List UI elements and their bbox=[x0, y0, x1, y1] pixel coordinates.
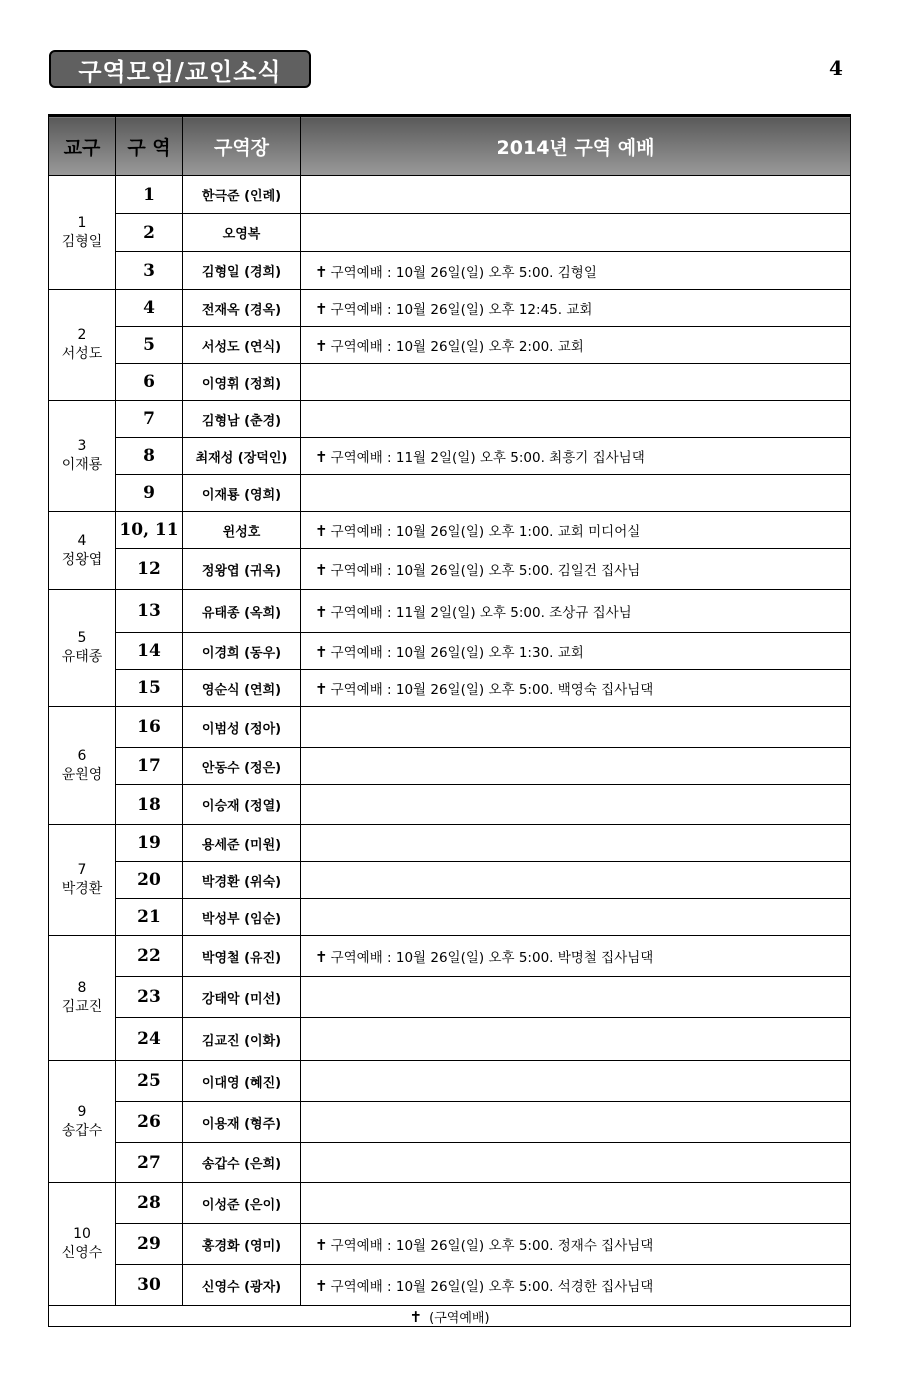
district-leader: 한극준 (인례) bbox=[183, 176, 301, 214]
table-row bbox=[49, 512, 851, 549]
district-leader: 서성도 (연식) bbox=[183, 327, 301, 364]
parish-number: 6 bbox=[77, 747, 87, 764]
parish-cell bbox=[49, 825, 116, 936]
district-leader: 이용재 (형주) bbox=[183, 1102, 301, 1143]
district-number: 2 bbox=[116, 214, 183, 252]
parish-cell bbox=[49, 401, 116, 512]
parish-leader: 신영수 bbox=[61, 1245, 103, 1261]
parish-leader: 김형일 bbox=[61, 233, 103, 250]
table-header-row bbox=[49, 116, 851, 176]
worship-note bbox=[301, 1143, 851, 1183]
worship-note bbox=[301, 401, 851, 438]
parish-number: 2 bbox=[77, 327, 87, 344]
worship-note bbox=[301, 633, 851, 670]
worship-note bbox=[301, 364, 851, 401]
worship-note bbox=[301, 290, 851, 327]
column-header: 2014년 구역 예배 bbox=[301, 116, 851, 176]
district-leader: 정왕엽 (귀옥) bbox=[183, 549, 301, 590]
worship-note bbox=[301, 1102, 851, 1143]
worship-note bbox=[301, 670, 851, 707]
district-leader: 영순식 (연희) bbox=[183, 670, 301, 707]
table-row bbox=[49, 1018, 851, 1061]
table-row bbox=[49, 1224, 851, 1265]
district-number: 26 bbox=[116, 1102, 183, 1143]
cross-icon: ✝ bbox=[315, 1277, 328, 1295]
cross-icon: ✝ bbox=[315, 680, 328, 698]
worship-note-text: 구역예배 : 10월 26일(일) 오후 1:00. 교회 미디어실 bbox=[330, 524, 641, 540]
footer-legend bbox=[49, 1306, 851, 1327]
worship-note bbox=[301, 214, 851, 252]
district-number: 7 bbox=[116, 401, 183, 438]
district-leader: 신영수 (광자) bbox=[183, 1265, 301, 1306]
table-row bbox=[49, 1265, 851, 1306]
worship-note bbox=[301, 936, 851, 977]
table-row bbox=[49, 176, 851, 214]
district-leader: 이성준 (은이) bbox=[183, 1183, 301, 1224]
district-number: 5 bbox=[116, 327, 183, 364]
table-row bbox=[49, 438, 851, 475]
table-row bbox=[49, 252, 851, 290]
district-number: 21 bbox=[116, 899, 183, 936]
district-leader: 박성부 (임순) bbox=[183, 899, 301, 936]
table-row bbox=[49, 214, 851, 252]
cross-icon: ✝ bbox=[315, 603, 328, 621]
parish-leader: 서성도 bbox=[61, 346, 103, 362]
worship-note bbox=[301, 1265, 851, 1306]
district-number: 12 bbox=[116, 549, 183, 590]
district-leader: 송갑수 (은희) bbox=[183, 1143, 301, 1183]
district-leader: 박영철 (유진) bbox=[183, 936, 301, 977]
table-row bbox=[49, 1183, 851, 1224]
district-number: 24 bbox=[116, 1018, 183, 1061]
worship-note bbox=[301, 785, 851, 825]
worship-note bbox=[301, 438, 851, 475]
column-header: 구 역 bbox=[116, 116, 183, 176]
district-number: 13 bbox=[116, 590, 183, 633]
district-number: 30 bbox=[116, 1265, 183, 1306]
district-number: 28 bbox=[116, 1183, 183, 1224]
district-number: 17 bbox=[116, 748, 183, 785]
table-row bbox=[49, 633, 851, 670]
worship-note bbox=[301, 977, 851, 1018]
district-leader: 이영휘 (정희) bbox=[183, 364, 301, 401]
district-number: 4 bbox=[116, 290, 183, 327]
table-row bbox=[49, 1061, 851, 1102]
district-number: 14 bbox=[116, 633, 183, 670]
table-row bbox=[49, 707, 851, 748]
worship-note-text: 구역예배 : 10월 26일(일) 오후 5:00. 김형일 bbox=[330, 264, 597, 281]
cross-icon: ✝ bbox=[315, 561, 328, 579]
column-header: 교구 bbox=[49, 116, 116, 176]
district-number: 15 bbox=[116, 670, 183, 707]
worship-note-text: 구역예배 : 10월 26일(일) 오후 5:00. 백영숙 집사님댁 bbox=[330, 682, 654, 698]
cross-icon: ✝ bbox=[315, 448, 328, 466]
district-number: 16 bbox=[116, 707, 183, 748]
district-number: 25 bbox=[116, 1061, 183, 1102]
worship-note bbox=[301, 1183, 851, 1224]
parish-cell bbox=[49, 936, 116, 1061]
cross-icon: ✝ bbox=[315, 300, 328, 318]
worship-note bbox=[301, 1224, 851, 1265]
worship-note bbox=[301, 748, 851, 785]
table-row bbox=[49, 364, 851, 401]
parish-number: 1 bbox=[77, 214, 87, 231]
footer-label: (구역예배) bbox=[429, 1310, 490, 1326]
parish-number: 4 bbox=[77, 532, 87, 549]
district-leader: 강태악 (미선) bbox=[183, 977, 301, 1018]
district-leader: 김교진 (이화) bbox=[183, 1018, 301, 1061]
table-row bbox=[49, 590, 851, 633]
parish-cell bbox=[49, 590, 116, 707]
district-number: 9 bbox=[116, 475, 183, 512]
worship-note bbox=[301, 707, 851, 748]
district-number: 19 bbox=[116, 825, 183, 862]
worship-note-text: 구역예배 : 10월 26일(일) 오후 5:00. 김일건 집사님 bbox=[330, 563, 641, 579]
parish-cell bbox=[49, 1183, 116, 1306]
table-footer-row bbox=[49, 1306, 851, 1327]
parish-cell bbox=[49, 290, 116, 401]
table-row bbox=[49, 1102, 851, 1143]
worship-note bbox=[301, 862, 851, 899]
worship-note bbox=[301, 825, 851, 862]
worship-note bbox=[301, 899, 851, 936]
cross-icon: ✝ bbox=[409, 1307, 423, 1326]
district-number: 3 bbox=[116, 252, 183, 290]
parish-number: 10 bbox=[73, 1226, 91, 1243]
table-row bbox=[49, 748, 851, 785]
parish-cell bbox=[49, 512, 116, 590]
parish-cell bbox=[49, 707, 116, 825]
worship-note bbox=[301, 327, 851, 364]
table-row bbox=[49, 475, 851, 512]
worship-note bbox=[301, 252, 851, 290]
worship-note bbox=[301, 1061, 851, 1102]
district-leader: 홍경화 (영미) bbox=[183, 1224, 301, 1265]
table-row bbox=[49, 862, 851, 899]
district-leader: 김형남 (춘경) bbox=[183, 401, 301, 438]
district-number: 1 bbox=[116, 176, 183, 214]
worship-note bbox=[301, 512, 851, 549]
district-number: 6 bbox=[116, 364, 183, 401]
parish-cell bbox=[49, 1061, 116, 1183]
cross-icon: ✝ bbox=[315, 337, 328, 355]
district-leader: 이대영 (혜진) bbox=[183, 1061, 301, 1102]
section-title-box bbox=[49, 50, 311, 88]
parish-number: 8 bbox=[77, 980, 87, 997]
worship-note-text: 구역예배 : 11월 2일(일) 오후 5:00. 조상규 집사님 bbox=[330, 605, 632, 621]
cross-icon: ✝ bbox=[315, 262, 328, 281]
district-leader: 김형일 (경희) bbox=[183, 252, 301, 290]
district-number: 29 bbox=[116, 1224, 183, 1265]
district-number: 8 bbox=[116, 438, 183, 475]
district-number: 22 bbox=[116, 936, 183, 977]
worship-note-text: 구역예배 : 10월 26일(일) 오후 2:00. 교회 bbox=[330, 339, 584, 355]
district-leader: 안동수 (정은) bbox=[183, 748, 301, 785]
parish-leader: 김교진 bbox=[61, 999, 103, 1015]
worship-note bbox=[301, 549, 851, 590]
worship-note bbox=[301, 475, 851, 512]
cross-icon: ✝ bbox=[315, 1236, 328, 1254]
table-row bbox=[49, 670, 851, 707]
worship-note bbox=[301, 590, 851, 633]
parish-leader: 윤원영 bbox=[61, 766, 103, 783]
parish-leader: 박경환 bbox=[61, 881, 103, 897]
cross-icon: ✝ bbox=[315, 522, 328, 540]
table-row bbox=[49, 401, 851, 438]
worship-note-text: 구역예배 : 10월 26일(일) 오후 5:00. 박명철 집사님댁 bbox=[330, 950, 654, 966]
worship-note-text: 구역예배 : 10월 26일(일) 오후 5:00. 정재수 집사님댁 bbox=[330, 1238, 654, 1254]
district-number: 20 bbox=[116, 862, 183, 899]
district-number: 27 bbox=[116, 1143, 183, 1183]
parish-leader: 정왕엽 bbox=[61, 551, 103, 568]
district-leader: 최재성 (장덕인) bbox=[183, 438, 301, 475]
district-leader: 이재룡 (영희) bbox=[183, 475, 301, 512]
parish-number: 9 bbox=[77, 1103, 87, 1120]
table-row bbox=[49, 290, 851, 327]
worship-note-text: 구역예배 : 11월 2일(일) 오후 5:00. 최흥기 집사님댁 bbox=[330, 450, 645, 466]
table-row bbox=[49, 785, 851, 825]
cross-icon: ✝ bbox=[315, 643, 328, 661]
worship-note bbox=[301, 176, 851, 214]
table-row bbox=[49, 549, 851, 590]
district-schedule-table bbox=[48, 114, 851, 1327]
district-leader: 용세준 (미원) bbox=[183, 825, 301, 862]
parish-leader: 이재룡 bbox=[61, 457, 103, 473]
district-leader: 유태종 (옥희) bbox=[183, 590, 301, 633]
parish-leader: 송갑수 bbox=[61, 1122, 103, 1139]
district-leader: 이승재 (정열) bbox=[183, 785, 301, 825]
worship-note-text: 구역예배 : 10월 26일(일) 오후 5:00. 석경한 집사님댁 bbox=[330, 1279, 654, 1295]
table-row bbox=[49, 936, 851, 977]
parish-number: 7 bbox=[77, 862, 87, 879]
table-row bbox=[49, 825, 851, 862]
district-leader: 오영복 bbox=[183, 214, 301, 252]
district-number: 23 bbox=[116, 977, 183, 1018]
table-row bbox=[49, 899, 851, 936]
parish-number: 3 bbox=[77, 438, 87, 455]
district-leader: 윈성호 bbox=[183, 512, 301, 549]
district-number: 18 bbox=[116, 785, 183, 825]
worship-note bbox=[301, 1018, 851, 1061]
table-row bbox=[49, 1143, 851, 1183]
district-leader: 전재옥 (경옥) bbox=[183, 290, 301, 327]
district-leader: 이경희 (동우) bbox=[183, 633, 301, 670]
parish-number: 5 bbox=[77, 630, 87, 647]
table-row bbox=[49, 977, 851, 1018]
parish-leader: 유태종 bbox=[61, 649, 103, 665]
parish-cell bbox=[49, 176, 116, 290]
table-row bbox=[49, 327, 851, 364]
district-number: 10, 11 bbox=[116, 512, 183, 549]
worship-note-text: 구역예배 : 10월 26일(일) 오후 1:30. 교회 bbox=[330, 645, 584, 661]
page-number: 4 bbox=[829, 56, 843, 80]
district-leader: 이범성 (정아) bbox=[183, 707, 301, 748]
section-title: 구역모임/교인소식 bbox=[78, 56, 282, 86]
district-leader: 박경환 (위숙) bbox=[183, 862, 301, 899]
worship-note-text: 구역예배 : 10월 26일(일) 오후 12:45. 교회 bbox=[330, 302, 593, 318]
cross-icon: ✝ bbox=[315, 948, 328, 966]
column-header: 구역장 bbox=[183, 116, 301, 176]
